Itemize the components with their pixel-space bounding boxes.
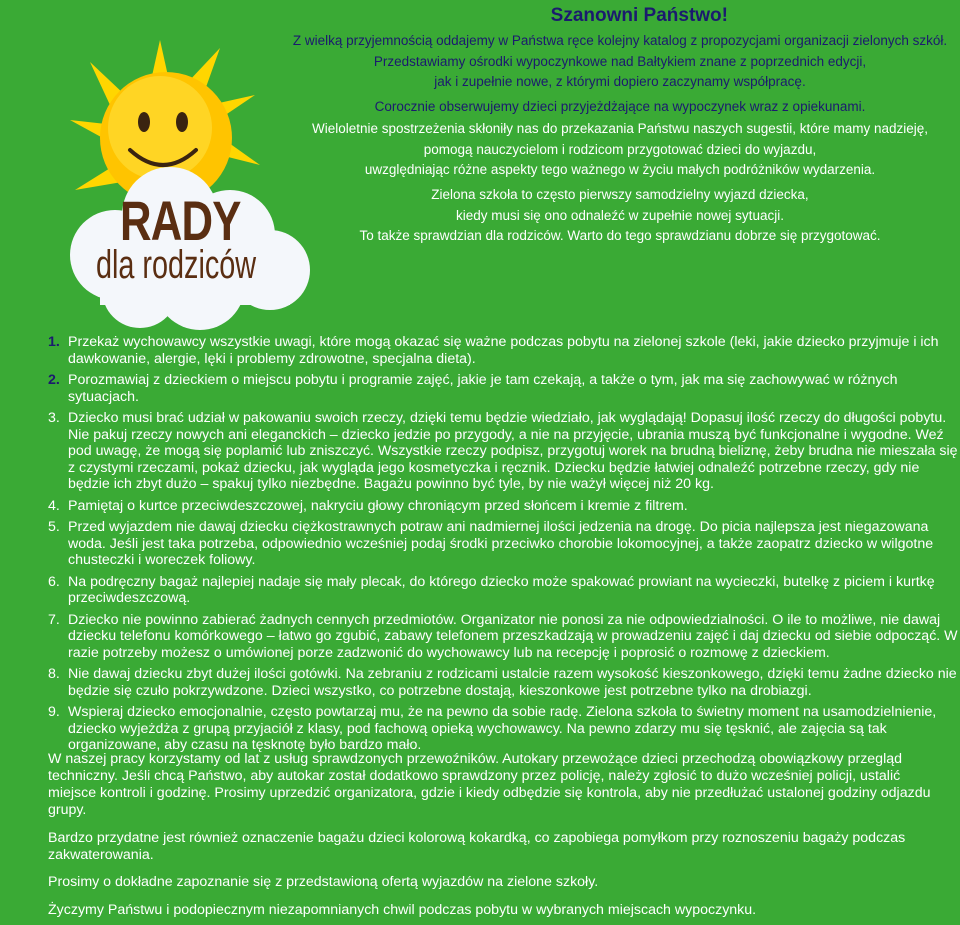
- item-text: Porozmawiaj z dzieckiem o miejscu pobytu i programie zajęć, jakie je tam czekają, a także o tym, jak ma się zachowywać w różnych sytuacjach.: [68, 372, 898, 405]
- item-text: Nie dawaj dziecku zbyt dużej ilości gotówki. Na zebraniu z rodzicami ustalcie razem wysokość kieszonkowego, dzięki temu żadne dziecko nie będzie się czuło pokrzywdzone. Dzieci wszystko, co potrzebne dostają, kieszonkowe jest potrzebne tylko na drobiazgi.: [68, 666, 957, 699]
- item-number: 3.: [48, 410, 60, 426]
- closing-paragraph: Bardzo przydatne jest również oznaczenie bagażu dzieci kolorową kokardką, co zapobiega pomyłkom przy roznoszeniu bagaży podczas zakwaterowania.: [48, 830, 906, 863]
- list-item: [48, 498, 960, 515]
- list-item: [48, 410, 960, 493]
- item-number: 2.: [48, 372, 60, 388]
- list-item: [48, 372, 960, 405]
- item-text: Dziecko nie powinno zabierać żadnych cennych przedmiotów. Organizator nie ponosi za nie odpowiedzialności. O ile to możliwe, nie dawaj dziecku telefonu komórkowego – łatwo go zgubić, zabawy telefonem przeszkadzają w prowadzeniu zajęć i daj dziecku od siebie odpocząć. W razie potrzeby możesz o umówionej porze zadzwonić do wychowawcy lub na recepcję i poprosić o rozmowę z dzieckiem.: [68, 611, 958, 661]
- badge-title: RADY: [120, 189, 241, 252]
- item-number: 8.: [48, 666, 60, 682]
- closing-paragraph: Prosimy o dokładne zapoznanie się z przedstawioną ofertą wyjazdów na zielone szkoły.: [48, 874, 599, 890]
- list-item: [48, 666, 960, 699]
- intro-line: Przedstawiamy ośrodki wypoczynkowe nad Bałtykiem znane z poprzednich edycji,: [373, 54, 867, 69]
- intro-line: Corocznie obserwujemy dzieci przyjeżdżające na wypoczynek wraz z opiekunami.: [374, 99, 866, 114]
- tips-list: [48, 334, 960, 759]
- item-number: 5.: [48, 519, 60, 535]
- closing-paragraph: W naszej pracy korzystamy od lat z usług sprawdzonych przewoźników. Autokary przewożące dzieci przechodzą obowiązkowy przegląd techniczny. Jeśli chcą Państwo, aby autokar został dodatkowo sprawdzony przez policję, należy zgłosić to dużo wcześniej policji, ustalić miejsce kontroli i godzinę. Prosimy uprzedzić organizatora, gdzie i kiedy odbędzie się kontrola, aby nie przedłużać ustalonej godziny odjazdu grupy.: [48, 751, 931, 818]
- item-number: 7.: [48, 611, 60, 628]
- intro-line: jak i zupełnie nowe, z którymi dopiero zaczynamy współpracę.: [434, 74, 806, 89]
- intro-line: Wieloletnie spostrzeżenia skłoniły nas do przekazania Państwu naszych sugestii, które mamy nadzieję,: [311, 121, 929, 136]
- list-item: [48, 612, 960, 662]
- intro-line: Z wielką przyjemnością oddajemy w Państwa ręce kolejny katalog z propozycjami organizacji zielonych szkół.: [292, 33, 948, 48]
- list-item: [48, 704, 960, 754]
- closing-paragraph: Życzymy Państwu i podopiecznym niezapomnianych chwil podczas pobytu w wybranych miejscach wypoczynku.: [48, 902, 757, 918]
- badge-subtitle: dla rodziców: [96, 243, 257, 287]
- item-text: Przed wyjazdem nie dawaj dziecku ciężkostrawnych potraw ani nadmiernej ilości jedzenia na drogę. Do picia najlepsza jest niegazowana woda. Jeśli jest taka potrzeba, odpowiednio wcześniej podaj środki przeciwko chorobie lokomocyjnej, a także zaopatrz dziecko w wilgotne chusteczki i woreczek foliowy.: [68, 519, 934, 568]
- intro-line: pomogą nauczycielom i rodzicom przygotować dzieci do wyjazdu,: [423, 142, 817, 157]
- rady-badge: [70, 40, 320, 330]
- list-item: [48, 334, 960, 367]
- item-text: Pamiętaj o kurtce przeciwdeszczowej, nakryciu głowy chroniącym przed słońcem i kremie z filtrem.: [68, 497, 688, 514]
- intro-line: kiedy musi się ono odnaleźć w zupełnie nowej sytuacji.: [456, 208, 784, 223]
- item-text: Przekaż wychowawcy wszystkie uwagi, które mogą okazać się ważne podczas pobytu na zielonej szkole (leki, jakie dziecko przyjmuje i ich dawkowanie, alergie, lęki i problemy zdrowotne, specjalna dieta).: [68, 334, 939, 367]
- item-text: Na podręczny bagaż najlepiej nadaje się mały plecak, do którego dziecko może spakować prowiant na wycieczki, butelkę z piciem i kurtkę przeciwdeszczową.: [68, 573, 935, 606]
- greeting: Szanowni Państwo!: [550, 5, 728, 26]
- list-item: [48, 574, 960, 607]
- item-text: Wspieraj dziecko emocjonalnie, często powtarzaj mu, że na pewno da sobie radę. Zielona szkoła to świetny moment na usamodzielnienie, dziecko wyjeżdża z grupą przyjaciół z klasy, pod fachową opieką wychowawcy. Na pewno zdarzy mu się tęsknić, ale zajęcia są tak organizowane, aby czasu na tęsknotę było bardzo mało.: [68, 704, 937, 753]
- item-number: 4.: [48, 497, 60, 514]
- intro-line: To także sprawdzian dla rodziców. Warto do tego sprawdzianu dobrze się przygotować.: [359, 228, 881, 243]
- item-number: 9.: [48, 704, 60, 720]
- item-number: 1.: [48, 334, 60, 350]
- intro-line: uwzględniając różne aspekty tego ważnego w życiu małych podróżników wydarzenia.: [364, 162, 876, 177]
- item-text: Dziecko musi brać udział w pakowaniu swoich rzeczy, dzięki temu będzie wiedziało, jak wyglądają! Dopasuj ilość rzeczy do długości pobytu. Nie pakuj rzeczy nowych ani eleganckich – dziecko jedzie po przygody, a nie na przyjęcie, ubrania muszą być funkcjonalne i wygodne. Weź pod uwagę, że mogą się poplamić lub zniszczyć. Wszystkie rzeczy podpisz, przygotuj worek na brudną bieliznę, żeby brudna nie mieszała się z czystymi rzeczami, pokaż dziecku, jak wygląda jego kosmetyczka i ręcznik. Dziecku będzie łatwiej odnaleźć potrzebne rzeczy, gdy nie będzie ich zbyt dużo – spakuj tylko niezbędne. Bagażu powinno być tyle, by nie ważył więcej niż 20 kg.: [68, 410, 958, 492]
- list-item: [48, 519, 960, 569]
- item-number: 6.: [48, 573, 60, 590]
- intro-line: Zielona szkoła to często pierwszy samodzielny wyjazd dziecka,: [431, 187, 809, 202]
